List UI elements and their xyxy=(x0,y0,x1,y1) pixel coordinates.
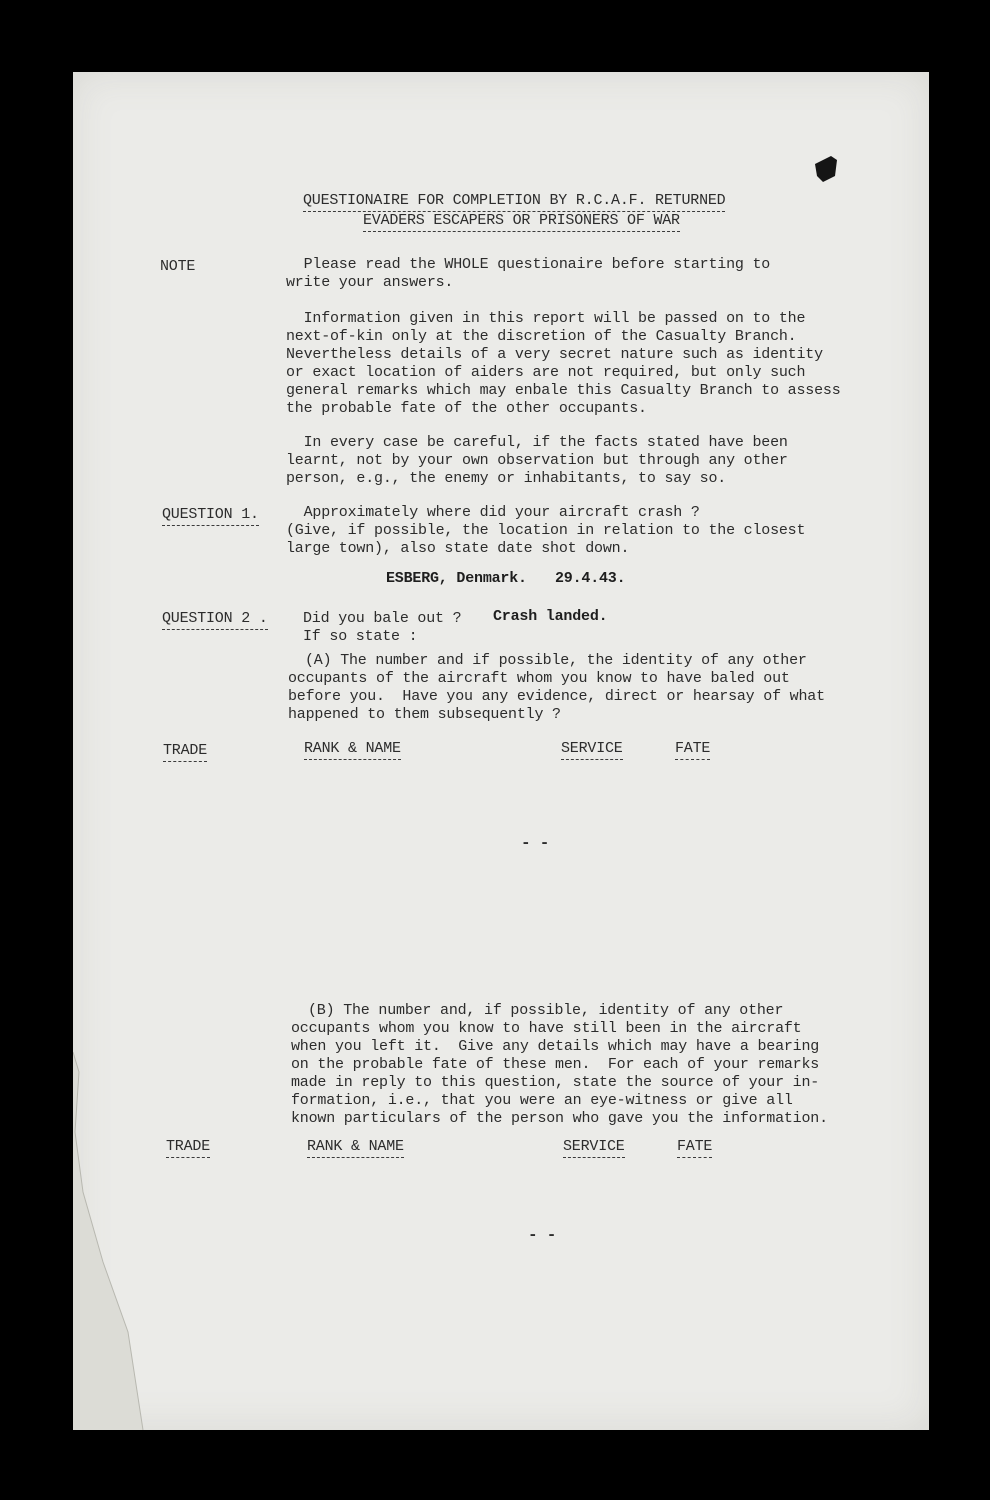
note-p2-line: or exact location of aiders are not required, but only such xyxy=(286,364,806,381)
note-p2-line: Information given in this report will be passed on to the xyxy=(286,310,806,327)
question-1-line: large town), also state date shot down. xyxy=(286,540,630,557)
note-p3-line: person, e.g., the enemy or inhabitants, to say so. xyxy=(286,470,727,487)
note-p2-line: the probable fate of the other occupants. xyxy=(286,400,647,417)
question-1-label: QUESTION 1. xyxy=(162,506,259,526)
part-b-line: formation, i.e., that you were an eye-witness or give all xyxy=(291,1092,793,1109)
part-a-line: occupants of the aircraft whom you know to have baled out xyxy=(288,670,790,687)
header-rank-name-b: RANK & NAME xyxy=(307,1138,404,1158)
part-b-line: occupants whom you know to have still been in the aircraft xyxy=(291,1020,802,1037)
document-page xyxy=(73,72,929,1430)
answer-bale-out: Crash landed. xyxy=(493,608,608,625)
note-p2-line: next-of-kin only at the discretion of the Casualty Branch. xyxy=(286,328,797,345)
answer-crash-date: 29.4.43. xyxy=(555,570,626,587)
part-b-line: (B) The number and, if possible, identity of any other xyxy=(308,1002,784,1019)
form-title-line-2: EVADERS ESCAPERS OR PRISONERS OF WAR xyxy=(363,212,680,232)
question-1-line: Approximately where did your aircraft crash ? xyxy=(286,504,700,521)
note-p2-line: general remarks which may enbale this Casualty Branch to assess xyxy=(286,382,841,399)
part-b-line: known particulars of the person who gave you the information. xyxy=(291,1110,828,1127)
question-2-line-1: Did you bale out ? xyxy=(303,610,462,627)
question-2-line-2: If so state : xyxy=(303,628,418,645)
header-fate-b: FATE xyxy=(677,1138,712,1158)
header-trade: TRADE xyxy=(163,742,207,762)
part-a-answer: - - xyxy=(521,834,550,852)
note-p1-line: Please read the WHOLE questionaire before starting to xyxy=(286,256,771,273)
question-2-label: QUESTION 2 . xyxy=(162,610,268,630)
note-p3-line: In every case be careful, if the facts stated have been xyxy=(286,434,788,451)
header-trade-b: TRADE xyxy=(166,1138,210,1158)
header-fate: FATE xyxy=(675,740,710,760)
part-b-line: on the probable fate of these men. For each of your remarks xyxy=(291,1056,820,1073)
part-b-line: when you left it. Give any details which may have a bearing xyxy=(291,1038,820,1055)
note-label: NOTE xyxy=(160,258,196,275)
note-p1-line: write your answers. xyxy=(286,274,454,291)
part-a-line: happened to them subsequently ? xyxy=(288,706,561,723)
form-title-line-1: QUESTIONAIRE FOR COMPLETION BY R.C.A.F. RETURNED xyxy=(303,192,725,212)
part-a-line: before you. Have you any evidence, direct or hearsay of what xyxy=(288,688,825,705)
answer-crash-location: ESBERG, Denmark. xyxy=(386,570,527,587)
header-service-b: SERVICE xyxy=(563,1138,625,1158)
header-rank-name: RANK & NAME xyxy=(304,740,401,760)
part-b-answer: - - xyxy=(528,1226,557,1244)
question-1-line: (Give, if possible, the location in relation to the closest xyxy=(286,522,806,539)
note-p3-line: learnt, not by your own observation but through any other xyxy=(286,452,788,469)
ink-mark-icon xyxy=(813,154,841,184)
part-a-line: (A) The number and if possible, the identity of any other xyxy=(305,652,807,669)
header-service: SERVICE xyxy=(561,740,623,760)
part-b-line: made in reply to this question, state the source of your in- xyxy=(291,1074,820,1091)
note-p2-line: Nevertheless details of a very secret nature such as identity xyxy=(286,346,823,363)
